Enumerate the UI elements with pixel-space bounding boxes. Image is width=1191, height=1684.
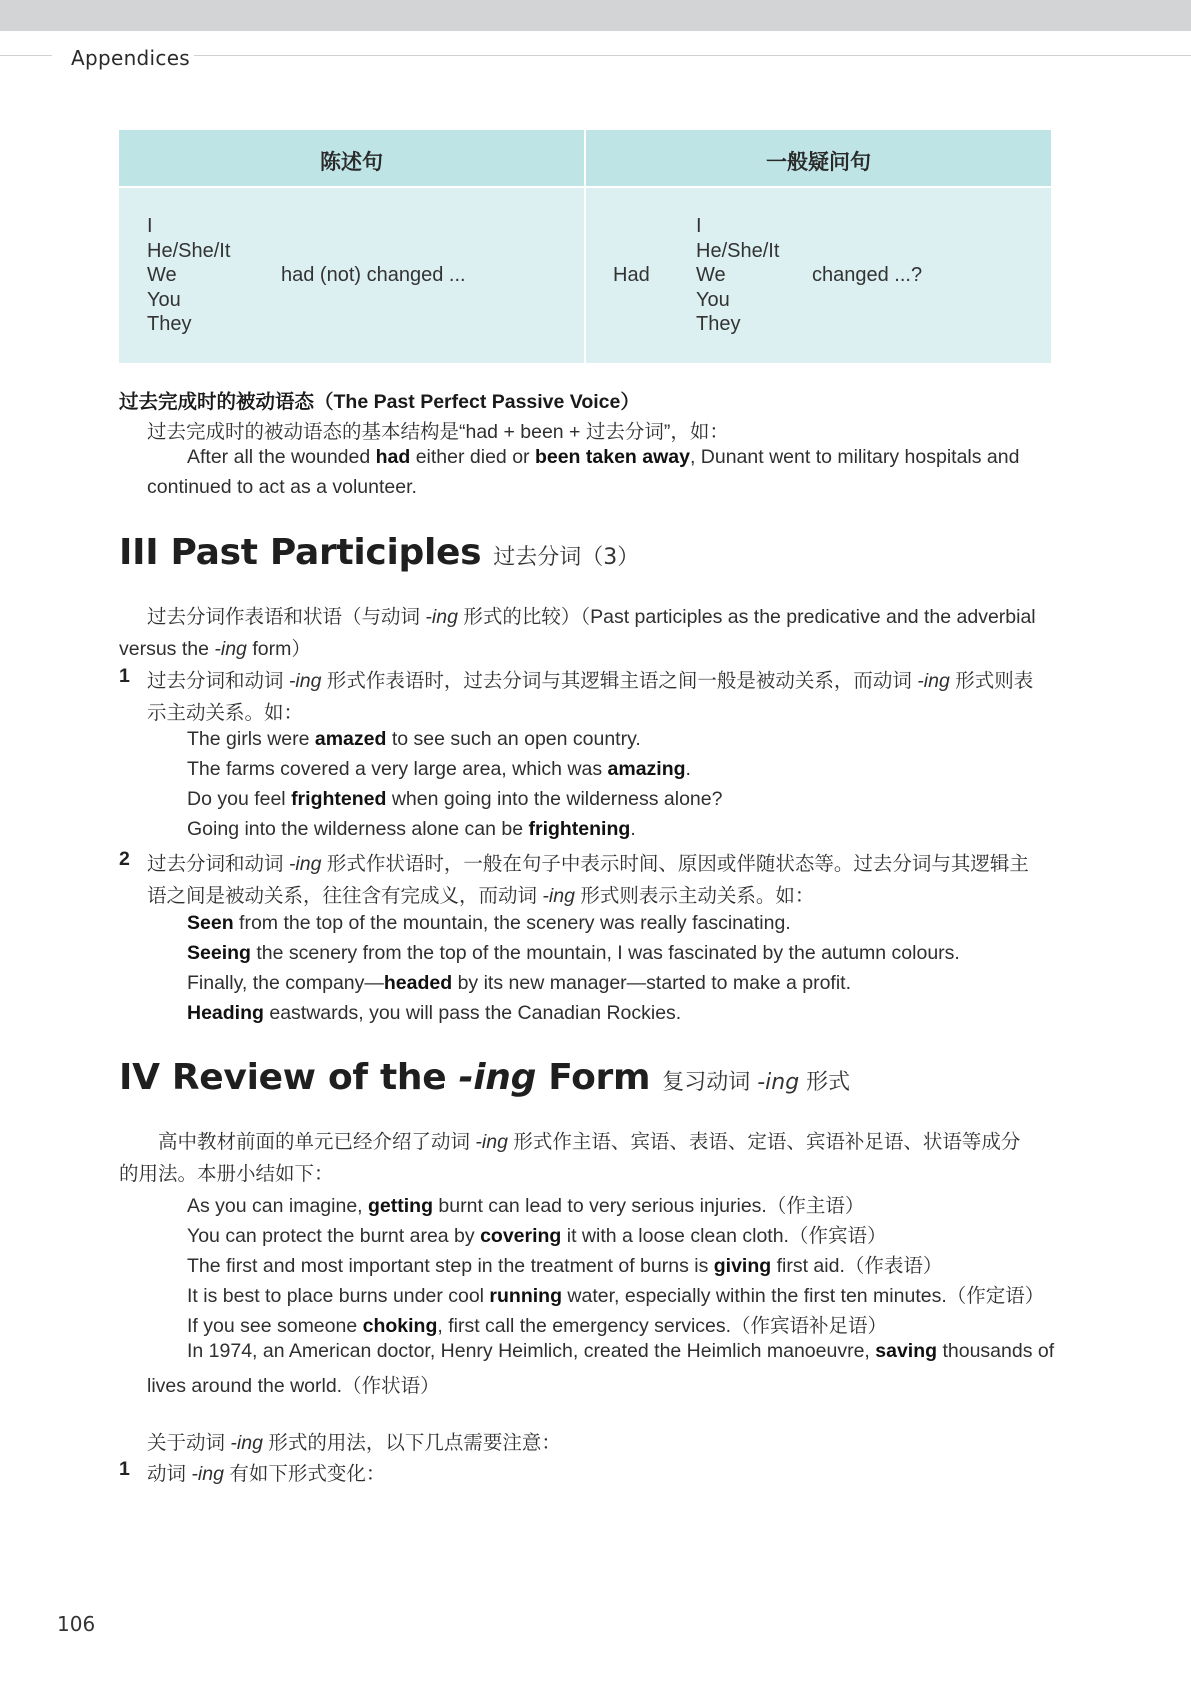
- question-aux: Had: [613, 264, 650, 286]
- s3-point-1-line-1: 过去分词和动词 -ing 形式作表语时，过去分词与其逻辑主语之间一般是被动关系，而动词 -ing 形式则表: [147, 670, 1034, 692]
- top-bar: [0, 0, 1191, 31]
- table-header-statement: 陈述句: [320, 151, 383, 174]
- grammar-table: [119, 130, 1051, 363]
- s3-example-1: The girls were amazed to see such an open country.: [187, 728, 641, 750]
- subject-they: They: [696, 313, 741, 335]
- subject-he-she-it: He/She/It: [696, 239, 780, 262]
- table-header-question: 一般疑问句: [766, 151, 871, 174]
- subject-we: We: [696, 264, 726, 286]
- s3-example-6: Seeing the scenery from the top of the mountain, I was fascinated by the autumn colours.: [187, 942, 960, 964]
- subject-we: We: [147, 264, 177, 286]
- s3-point-2-number: 2: [119, 848, 130, 870]
- section-iv-title-zh: 复习动词 -ing 形式: [662, 1070, 851, 1095]
- statement-verb: had (not) changed ...: [281, 264, 466, 286]
- subject-you: You: [147, 288, 181, 311]
- subject-i: I: [147, 215, 153, 237]
- s4-intro-1: 高中教材前面的单元已经介绍了动词 -ing 形式作主语、宾语、表语、定语、宾语补足语、状语等成分: [158, 1131, 1021, 1153]
- s3-intro-2: versus the -ing form）: [119, 638, 311, 660]
- table-header-cell-question: [586, 130, 1051, 186]
- s4-example-4: It is best to place burns under cool running water, especially within the first ten minutes.（作定语）: [187, 1285, 1045, 1307]
- s3-example-2: The farms covered a very large area, which was amazing.: [187, 758, 691, 780]
- passive-example: After all the wounded had either died or been taken away, Dunant went to military hospitals and: [187, 446, 1020, 468]
- s4-example-1: As you can imagine, getting burnt can lead to very serious injuries.（作主语）: [187, 1195, 865, 1217]
- page-number: 106: [57, 1612, 96, 1636]
- s4-example-5: If you see someone choking, first call the emergency services.（作宾语补足语）: [187, 1315, 888, 1337]
- subject-he-she-it: He/She/It: [147, 239, 231, 262]
- s4-note-1: 动词 -ing 有如下形式变化：: [147, 1463, 386, 1485]
- header-rule-left: [0, 55, 52, 56]
- s3-point-1-line-2: 示主动关系。如：: [147, 702, 304, 724]
- question-subjects: [696, 214, 779, 337]
- s4-note: 关于动词 -ing 形式的用法，以下几点需要注意：: [147, 1432, 561, 1454]
- s3-example-8: Heading eastwards, you will pass the Canadian Rockies.: [187, 1002, 682, 1024]
- statement-subjects: [147, 214, 230, 337]
- s4-example-6-cont: lives around the world.（作状语）: [147, 1375, 440, 1397]
- passive-heading: 过去完成时的被动语态（The Past Perfect Passive Voice）: [119, 391, 640, 413]
- passive-intro: 过去完成时的被动语态的基本结构是“had + been + 过去分词”，如：: [147, 421, 729, 443]
- s3-point-2-line-2: 语之间是被动关系，往往含有完成义，而动词 -ing 形式则表示主动关系。如：: [147, 885, 815, 907]
- table-cell-question: [586, 188, 1051, 363]
- subject-they: They: [147, 313, 192, 335]
- question-verb: changed ...?: [812, 264, 923, 286]
- section-iii-title: III Past Participles 过去分词（3）: [119, 532, 640, 573]
- section-iv-title: IV Review of the -ing Form 复习动词 -ing 形式: [119, 1057, 851, 1098]
- s4-example-3: The first and most important step in the treatment of burns is giving first aid.（作表语）: [187, 1255, 943, 1277]
- s3-point-2-line-1: 过去分词和动词 -ing 形式作状语时，一般在句子中表示时间、原因或伴随状态等。过去分词与其逻辑主: [147, 853, 1029, 875]
- s4-example-2: You can protect the burnt area by covering it with a loose clean cloth.（作宾语）: [187, 1225, 887, 1247]
- s4-example-6: In 1974, an American doctor, Henry Heimlich, created the Heimlich manoeuvre, saving thousands of: [187, 1340, 1055, 1362]
- s3-example-7: Finally, the company—headed by its new manager—started to make a profit.: [187, 972, 852, 994]
- section-iii-title-zh: 过去分词（3）: [493, 545, 640, 570]
- s4-note-1-number: 1: [119, 1458, 130, 1480]
- passive-example-cont: continued to act as a volunteer.: [147, 476, 417, 498]
- header-rule-right: [194, 55, 1191, 56]
- s3-example-5: Seen from the top of the mountain, the scenery was really fascinating.: [187, 912, 791, 934]
- table-cell-statement: [119, 188, 584, 363]
- subject-you: You: [696, 288, 730, 311]
- subject-i: I: [696, 215, 702, 237]
- table-header-cell-statement: [119, 130, 584, 186]
- s3-point-1-number: 1: [119, 665, 130, 687]
- s3-example-4: Going into the wilderness alone can be frightening.: [187, 818, 636, 840]
- running-header: Appendices: [71, 46, 191, 70]
- s3-intro-1: 过去分词作表语和状语（与动词 -ing 形式的比较）（Past participles as the predicative and the adverbial: [147, 606, 1036, 628]
- s3-example-3: Do you feel frightened when going into the wilderness alone?: [187, 788, 723, 810]
- s4-intro-2: 的用法。本册小结如下：: [119, 1163, 334, 1185]
